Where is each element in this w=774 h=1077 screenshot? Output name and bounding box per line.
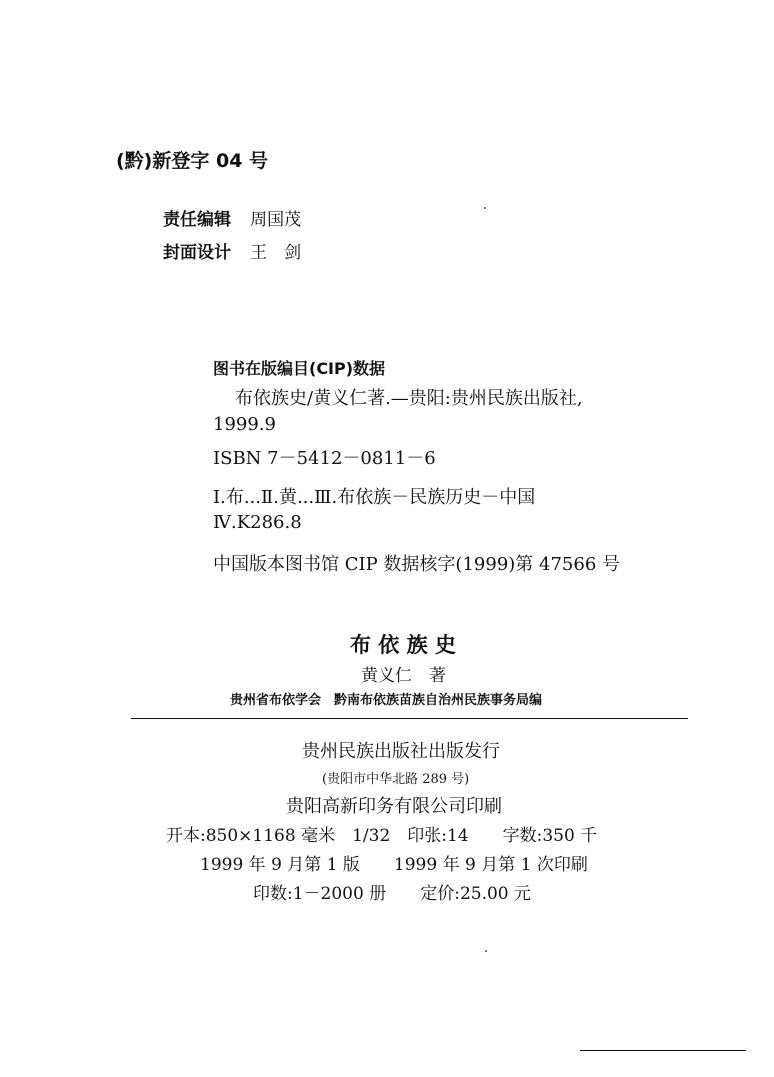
- cip-line: 布依族史/黄义仁著.—贵阳:贵州民族出版社,: [235, 388, 583, 409]
- credit-name: 周国茂: [250, 210, 302, 230]
- credit-role: 责任编辑: [163, 210, 231, 230]
- cip-line: Ⅳ.K286.8: [213, 512, 302, 533]
- credit-row: [163, 205, 301, 230]
- publisher-address: (贵阳市中华北路 289 号): [322, 772, 470, 787]
- bottom-rule: [580, 1050, 746, 1051]
- registration-number: (黔)新登字 04 号: [116, 150, 269, 172]
- book-author: 黄义仁 著: [361, 666, 446, 686]
- cip-line: Ⅰ.布...Ⅱ.黄...Ⅲ.布依族－民族历史－中国: [213, 487, 536, 508]
- book-editors: 贵州省布依学会 黔南布依族苗族自治州民族事务局编: [230, 693, 543, 708]
- edition-info: 1999 年 9 月第 1 版 1999 年 9 月第 1 次印刷: [200, 855, 588, 875]
- scan-speck: [485, 950, 487, 952]
- book-title: 布 依 族 史: [350, 633, 456, 657]
- divider-line: [131, 718, 688, 719]
- credit-row: [163, 238, 301, 263]
- credit-name: 王 剑: [250, 243, 302, 263]
- publisher: 贵州民族出版社出版发行: [302, 741, 500, 762]
- print-run-price: 印数:1－2000 册 定价:25.00 元: [253, 884, 532, 904]
- cip-line: 1999.9: [213, 414, 276, 435]
- cip-line: 中国版本图书馆 CIP 数据核字(1999)第 47566 号: [213, 554, 620, 575]
- cip-line: ISBN 7－5412－0811－6: [213, 448, 436, 469]
- credit-role: 封面设计: [163, 243, 231, 263]
- cip-heading: 图书在版编目(CIP)数据: [213, 359, 386, 378]
- book-format: 开本:850×1168 毫米 1/32 印张:14 字数:350 千: [166, 826, 598, 846]
- scan-speck: [484, 207, 486, 209]
- printer: 贵阳高新印务有限公司印刷: [286, 796, 502, 817]
